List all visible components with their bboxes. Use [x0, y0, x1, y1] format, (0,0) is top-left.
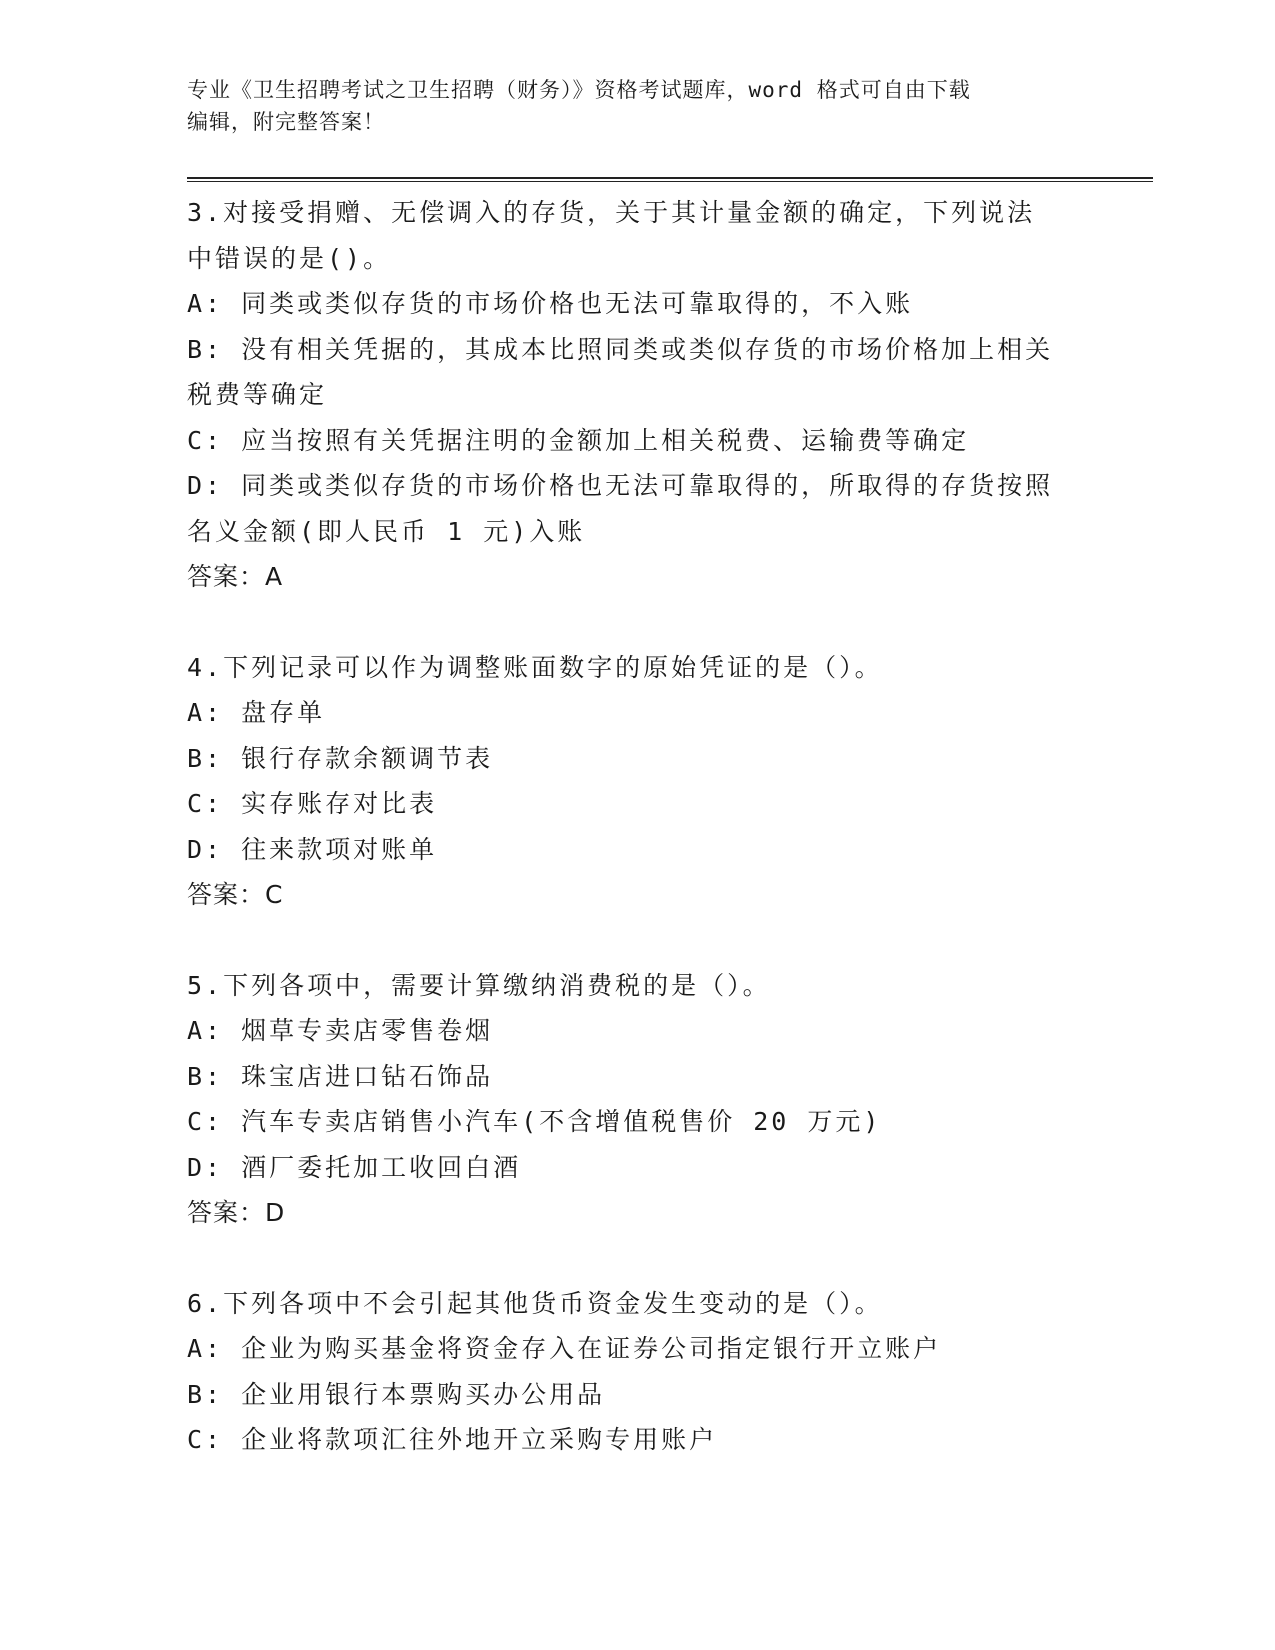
- option-a: A: 同类或类似存货的市场价格也无法可靠取得的，不入账: [187, 289, 914, 318]
- question-stem: 5.下列各项中，需要计算缴纳消费税的是（）。: [187, 970, 771, 1000]
- option-c: C: 实存账存对比表: [187, 789, 438, 818]
- header-divider: [187, 177, 1153, 179]
- option-c: C: 企业将款项汇往外地开立采购专用账户: [187, 1425, 718, 1454]
- header-divider-thin: [187, 181, 1153, 182]
- question-item: [187, 963, 1087, 1236]
- question-stem: 4.下列记录可以作为调整账面数字的原始凭证的是（）。: [187, 652, 883, 682]
- question-list: [187, 190, 1087, 1508]
- question-stem: 3.对接受捐赠、无偿调入的存货，关于其计量金额的确定，下列说法: [187, 198, 1036, 227]
- answer-label: 答案：C: [187, 880, 284, 909]
- option-b-continued: 税费等确定: [187, 380, 328, 409]
- option-d: D: 同类或类似存货的市场价格也无法可靠取得的，所取得的存货按照: [187, 471, 1054, 500]
- option-d: D: 酒厂委托加工收回白酒: [187, 1152, 522, 1182]
- option-a: A: 烟草专卖店零售卷烟: [187, 1016, 494, 1045]
- option-b: B: 企业用银行本票购买办公用品: [187, 1379, 606, 1409]
- question-stem: 6.下列各项中不会引起其他货币资金发生变动的是（）。: [187, 1288, 883, 1318]
- header-line: 编辑，附完整答案！: [187, 110, 385, 134]
- option-a: A: 企业为购买基金将资金存入在证券公司指定银行开立账户: [187, 1334, 942, 1363]
- question-item: [187, 645, 1087, 918]
- answer-label: 答案：A: [187, 562, 284, 591]
- option-b: B: 银行存款余额调节表: [187, 743, 494, 773]
- question-stem: 中错误的是()。: [187, 243, 392, 273]
- question-item: [187, 190, 1087, 600]
- document-header: [187, 74, 1077, 138]
- answer-label: 答案：D: [187, 1198, 286, 1227]
- option-d: D: 往来款项对账单: [187, 834, 438, 864]
- option-b: B: 珠宝店进口钻石饰品: [187, 1061, 494, 1091]
- question-item: [187, 1281, 1087, 1463]
- option-d-continued: 名义金额(即人民币 1 元)入账: [187, 516, 586, 546]
- option-a: A: 盘存单: [187, 698, 326, 727]
- option-c: C: 汽车专卖店销售小汽车(不含增值税售价 20 万元): [187, 1107, 882, 1136]
- option-c: C: 应当按照有关凭据注明的金额加上相关税费、运输费等确定: [187, 425, 970, 455]
- header-line: 专业《卫生招聘考试之卫生招聘（财务）》资格考试题库，word 格式可自由下载: [187, 78, 971, 102]
- option-b: B: 没有相关凭据的，其成本比照同类或类似存货的市场价格加上相关: [187, 334, 1054, 364]
